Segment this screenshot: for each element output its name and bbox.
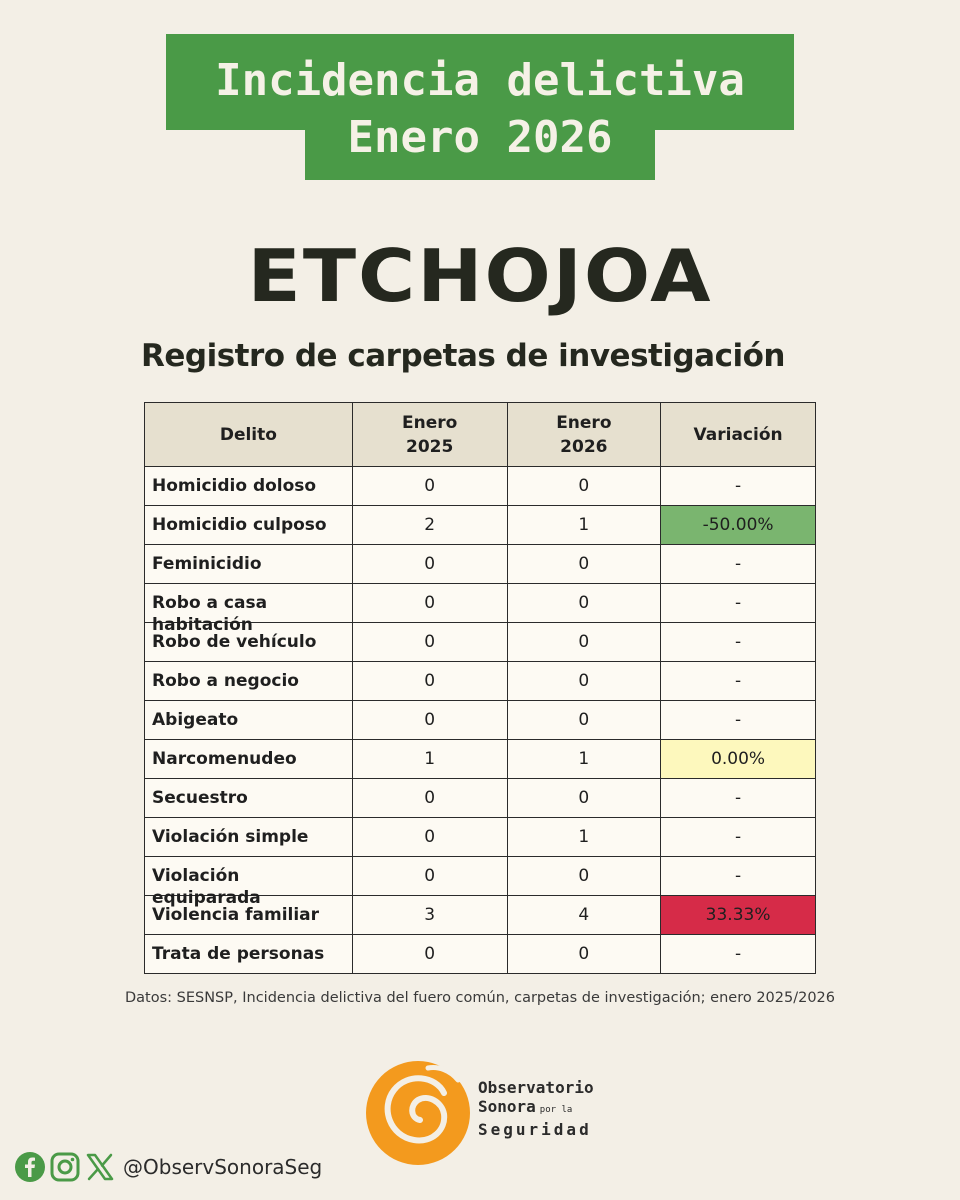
cell-delito: Narcomenudeo (145, 740, 353, 779)
header-enero-2026: Enero 2026 (507, 403, 661, 467)
cell-enero-2025: 0 (352, 779, 507, 818)
table-row (145, 935, 816, 974)
cell-enero-2025: 0 (352, 623, 507, 662)
table-row (145, 584, 816, 623)
cell-variacion: - (661, 818, 816, 857)
cell-variacion: - (661, 467, 816, 506)
social-handle[interactable]: @ObservSonoraSeg (123, 1155, 323, 1179)
cell-enero-2025: 0 (352, 935, 507, 974)
cell-enero-2025: 2 (352, 506, 507, 545)
logo-text (478, 1078, 594, 1139)
cell-variacion: - (661, 662, 816, 701)
cell-delito: Homicidio doloso (145, 467, 353, 506)
table-row (145, 857, 816, 896)
cell-variacion: 0.00% (661, 740, 816, 779)
social-bar (14, 1150, 322, 1184)
cell-variacion: -50.00% (661, 506, 816, 545)
logo-line-1: Observatorio (478, 1078, 594, 1097)
cell-variacion: - (661, 701, 816, 740)
header-delito: Delito (145, 403, 353, 467)
table-row (145, 662, 816, 701)
cell-delito: Abigeato (145, 701, 353, 740)
municipality-heading: ETCHOJOA (247, 235, 713, 319)
cell-enero-2025: 0 (352, 701, 507, 740)
cell-enero-2026: 1 (507, 818, 661, 857)
cell-delito: Robo de vehículo (145, 623, 353, 662)
cell-enero-2025: 0 (352, 545, 507, 584)
title-line-1: Incidencia delictiva (215, 55, 745, 106)
page-title (0, 52, 960, 166)
table-row (145, 701, 816, 740)
logo-line-2: Sonora por la (478, 1097, 573, 1116)
table-row (145, 740, 816, 779)
observatorio-logo-icon (366, 1058, 476, 1168)
cell-enero-2026: 1 (507, 740, 661, 779)
cell-delito: Trata de personas (145, 935, 353, 974)
cell-enero-2026: 1 (507, 506, 661, 545)
source-note: Datos: SESNSP, Incidencia delictiva del fuero común, carpetas de investigación; enero 2025/2026 (124, 990, 836, 1006)
crime-table (144, 402, 816, 974)
table-row (145, 467, 816, 506)
cell-enero-2025: 1 (352, 740, 507, 779)
table-subtitle: Registro de carpetas de investigación (141, 338, 785, 374)
cell-enero-2025: 0 (352, 857, 507, 896)
table-header-row (145, 403, 816, 467)
cell-enero-2026: 0 (507, 701, 661, 740)
header-enero-2025: Enero 2025 (352, 403, 507, 467)
header-variacion: Variación (661, 403, 816, 467)
cell-variacion: 33.33% (661, 896, 816, 935)
cell-variacion: - (661, 935, 816, 974)
cell-variacion: - (661, 623, 816, 662)
facebook-icon[interactable] (14, 1151, 46, 1183)
cell-delito: Violencia familiar (145, 896, 353, 935)
table-row (145, 818, 816, 857)
cell-enero-2026: 0 (507, 545, 661, 584)
title-line-2: Enero 2026 (347, 112, 613, 163)
cell-enero-2026: 0 (507, 623, 661, 662)
cell-enero-2026: 0 (507, 779, 661, 818)
cell-enero-2025: 0 (352, 584, 507, 623)
cell-enero-2025: 3 (352, 896, 507, 935)
cell-enero-2025: 0 (352, 818, 507, 857)
cell-enero-2025: 0 (352, 662, 507, 701)
cell-delito: Violación equiparada (145, 857, 353, 896)
cell-delito: Robo a casa habitación (145, 584, 353, 623)
cell-delito: Secuestro (145, 779, 353, 818)
cell-enero-2026: 4 (507, 896, 661, 935)
cell-enero-2026: 0 (507, 584, 661, 623)
table-row (145, 506, 816, 545)
cell-delito: Homicidio culposo (145, 506, 353, 545)
logo-line-3: Seguridad (478, 1120, 592, 1139)
cell-variacion: - (661, 545, 816, 584)
cell-variacion: - (661, 857, 816, 896)
x-icon[interactable] (84, 1151, 116, 1183)
cell-delito: Robo a negocio (145, 662, 353, 701)
cell-delito: Violación simple (145, 818, 353, 857)
cell-delito: Feminicidio (145, 545, 353, 584)
cell-enero-2026: 0 (507, 467, 661, 506)
cell-enero-2025: 0 (352, 467, 507, 506)
instagram-icon[interactable] (49, 1151, 81, 1183)
table-row (145, 545, 816, 584)
table-row (145, 779, 816, 818)
cell-enero-2026: 0 (507, 857, 661, 896)
cell-enero-2026: 0 (507, 662, 661, 701)
cell-variacion: - (661, 779, 816, 818)
cell-enero-2026: 0 (507, 935, 661, 974)
cell-variacion: - (661, 584, 816, 623)
table-body (145, 467, 816, 974)
title-banner (0, 0, 960, 200)
